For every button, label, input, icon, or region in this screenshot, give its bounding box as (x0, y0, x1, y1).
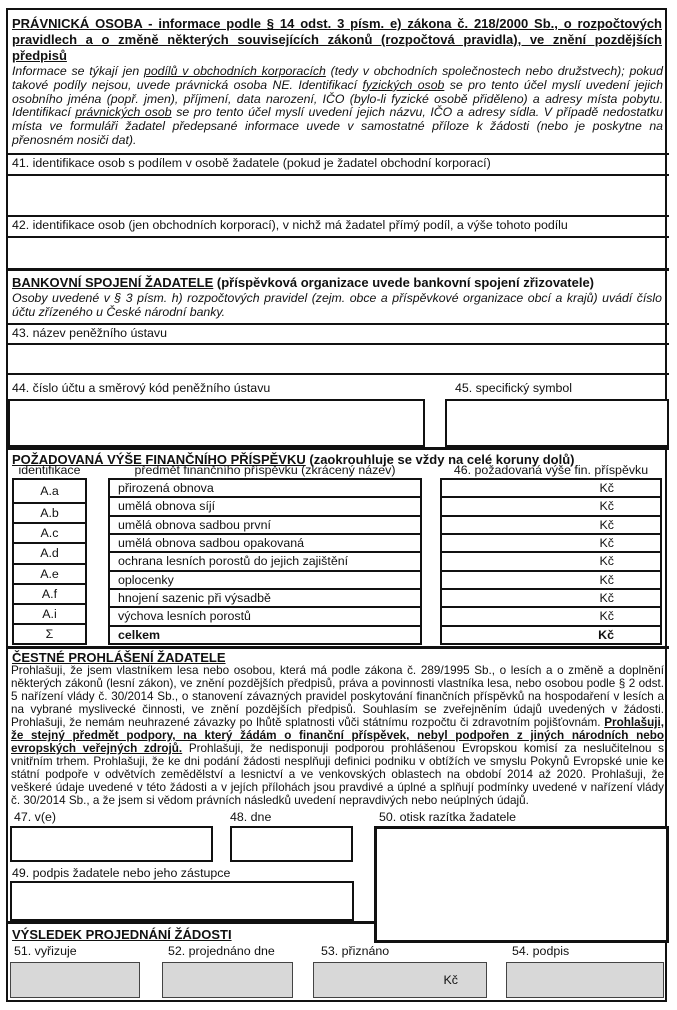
section-divider (8, 268, 669, 271)
column-header-subject: předmět finančního příspěvku (zkrácený název) (134, 463, 396, 477)
field-48-input[interactable] (230, 826, 353, 862)
amount-input-cell[interactable]: Kč (442, 535, 660, 553)
field-49-label: 49. podpis žadatele nebo jeho zástupce (12, 866, 231, 880)
declaration-text (11, 665, 664, 807)
amount-input-cell[interactable]: Kč (442, 572, 660, 590)
column-header-id: identifikace (18, 463, 81, 477)
bank-heading-underlined: BANKOVNÍ SPOJENÍ ŽADATELE (12, 275, 214, 290)
amount-heading-rest: (zaokrouhluje se vždy na celé koruny dolů) (305, 452, 575, 467)
note-text: se pro tento účel myslí uvedení jejich názvu, IČO a adresy sídla. V případě nedostatku místa ve formuláři žadatel předepsané informace uvede v samostatné příloze k žádosti (nebo je poskytne na přenosném nosiči dat). (12, 105, 663, 147)
section-divider (8, 921, 374, 924)
divider (8, 373, 669, 375)
field-47-label: 47. v(e) (14, 810, 57, 824)
field-53-label: 53. přiznáno (321, 944, 390, 958)
subject-column (108, 478, 422, 645)
subject-cell: umělá obnova sadbou opakovaná (110, 535, 420, 553)
id-column (12, 478, 87, 645)
legal-entity-note (12, 65, 663, 148)
divider (8, 215, 669, 217)
note-underline-pravnicke: právnických osob (75, 105, 172, 120)
amount-total-cell[interactable]: Kč (598, 627, 614, 642)
field-53-input[interactable]: Kč (313, 962, 487, 998)
field-51-input[interactable] (10, 962, 140, 998)
declaration-text-after: Prohlašuji, že nedisponuji podporou prohlášenou Evropskou komisí za neslučitelnou s vnitřním trhem. Prohlašuji, že ke dni podání žádosti nesplňuji definici podniku v obtížích ve smyslu Pokynů Evropské unie ke státní podpoře v odvětvích zemědělství a lesnictví a ve venkovských oblastech na období 2014 až 2020. Prohlašuji, že veškeré údaje uvedené v této žádosti a v jejích přílohách jsou pravdivé a úplné a splňují podmínky uvedené v nařízení vlády č. 30/2014 Sb., a že jsem si vědom právních následků uvedení nepravdivých nebo neúplných údajů. (11, 741, 665, 807)
field-49-input[interactable] (10, 881, 354, 921)
section-divider (8, 646, 669, 649)
subject-cell: oplocenky (110, 572, 420, 590)
form-title: PRÁVNICKÁ OSOBA - informace podle § 14 odst. 3 písm. e) zákona č. 218/2000 Sb., o rozpočtových pravidlech a o změně některých souvisejících zákonů (rozpočtová pravidla), ve znění pozdějších předpisů (12, 16, 662, 63)
id-cell: A.f (14, 585, 85, 605)
field-51-label: 51. vyřizuje (14, 944, 77, 958)
amount-input-cell[interactable]: Kč (442, 498, 660, 516)
field-43-input[interactable] (8, 345, 669, 371)
amount-column (440, 478, 662, 645)
note-text: Informace se týkají jen (12, 64, 144, 78)
id-cell: A.b (14, 504, 85, 524)
note-underline-korporace: podílů v obchodních korporacích (143, 64, 326, 78)
bank-heading-rest: (příspěvková organizace uvede bankovní spojení zřizovatele) (213, 275, 595, 290)
field-47-input[interactable] (10, 826, 213, 862)
field-41-input[interactable] (8, 176, 669, 214)
section-divider (8, 447, 669, 450)
note-underline-fyzicke: fyzických osob (362, 77, 445, 92)
subject-cell: umělá obnova sadbou první (110, 517, 420, 535)
id-cell-sum: Σ (45, 626, 54, 641)
id-cell: A.d (14, 544, 85, 564)
declaration-heading: ČESTNÉ PROHLÁŠENÍ ŽADATELE (12, 650, 226, 665)
field-45-label: 45. specifický symbol (455, 381, 573, 395)
amount-heading-underlined: POŽADOVANÁ VÝŠE FINANČNÍHO PŘÍSPĚVKU (12, 452, 306, 467)
field-54-input[interactable] (506, 962, 664, 998)
result-heading: VÝSLEDEK PROJEDNÁNÍ ŽÁDOSTI (12, 927, 232, 942)
field-43-label: 43. název peněžního ústavu (12, 326, 167, 340)
field-48-label: 48. dne (230, 810, 272, 824)
field-52-label: 52. projednáno dne (168, 944, 275, 958)
field-54-label: 54. podpis (512, 944, 570, 958)
column-header-amount: 46. požadovaná výše fin. příspěvku (453, 463, 649, 477)
declaration-text-emphasized: Prohlašuji, že stejný předmět podpory, na který žádám o finanční příspěvek, nebyl podpořen z jiných národních nebo evropských veřejných zdrojů. (11, 715, 664, 755)
amount-input-cell[interactable]: Kč (442, 608, 660, 626)
field-42-label: 42. identifikace osob (jen obchodních korporací), v nichž má žadatel přímý podíl, a výše tohoto podílu (12, 218, 568, 232)
id-cell: A.e (14, 565, 85, 585)
divider (8, 323, 669, 325)
divider (8, 153, 669, 155)
note-text: se pro tento účel myslí uvedení jejich osobního jména (popř. jmen), příjmení, data narození, IČO (bylo-li fyzické osobě přiděleno) a adresy místa pobytu. Identifikací (12, 77, 663, 120)
amount-input-cell[interactable]: Kč (442, 517, 660, 535)
field-42-input[interactable] (8, 238, 669, 267)
declaration-text-before: Prohlašuji, že jsem vlastníkem lesa nebo osobou, která má podle zákona č. 289/1995 Sb., o lesích a o změně a doplnění některých zákonů (lesní zákon), ve znění pozdějších předpisů, práva a povinnosti vlastníka lesa, nebo osobou podle § 2 odst. 5 nařízení vlády č. 30/2014 Sb., o stanovení závazných pravidel poskytování finančních příspěvků na hospodaření v lesích a na vybrané myslivecké činnosti, ve znění pozdějších předpisů. Souhlasím se zveřejněním údajů uvedených v žádosti. Prohlašuji, že nemám neuhrazené závazky po lhůtě splatnosti vůči státnímu rozpočtu či zdravotním pojišťovnám. (11, 664, 664, 729)
id-cell: A.c (14, 524, 85, 544)
subject-cell: umělá obnova síjí (110, 498, 420, 516)
amount-input-cell[interactable]: Kč (442, 553, 660, 571)
subject-cell: přirozená obnova (110, 480, 420, 498)
bank-note: Osoby uvedené v § 3 písm. h) rozpočtových pravidel (zejm. obce a příspěvkové organizace obcí a krajů) uvádí číslo účtu zřízeného u České národní banky. (12, 291, 662, 319)
bank-section-heading (12, 275, 594, 290)
field-50-stamp-box[interactable] (374, 826, 669, 943)
field-41-label: 41. identifikace osob s podílem v osobě žadatele (pokud je žadatel obchodní korporací) (12, 156, 491, 170)
subject-cell: hnojení sazenic při výsadbě (110, 590, 420, 608)
field-44-label: 44. číslo účtu a směrový kód peněžního ústavu (12, 381, 271, 395)
field-45-input[interactable] (445, 399, 669, 447)
subject-cell: výchova lesních porostů (110, 608, 420, 626)
amount-input-cell[interactable]: Kč (442, 480, 660, 498)
field-44-input[interactable] (8, 399, 425, 447)
id-cell: A.i (14, 605, 85, 625)
id-cell: A.a (14, 480, 85, 504)
amount-input-cell[interactable]: Kč (442, 590, 660, 608)
subject-cell-total: celkem (118, 627, 161, 642)
subject-cell: ochrana lesních porostů do jejich zajištění (110, 553, 420, 571)
note-text: (tedy v obchodních společnostech nebo družstvech); pokud takové podíly nejsou, uvede právnická osoba NE. Identifikací (12, 64, 663, 92)
field-50-label: 50. otisk razítka žadatele (379, 810, 517, 824)
field-52-input[interactable] (162, 962, 293, 998)
